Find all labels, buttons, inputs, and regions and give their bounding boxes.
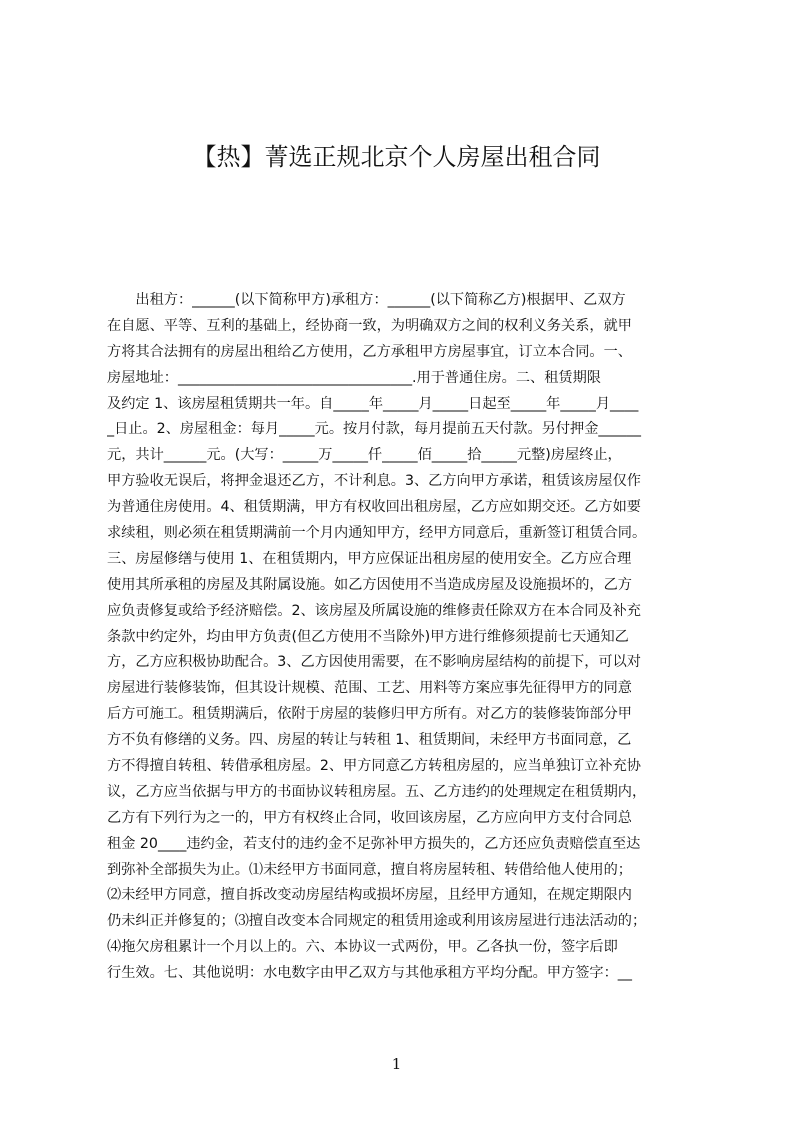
body-line: 及约定 1、该房屋租赁期共一年。自_____年_____月_____日起至_____年_____月____ (107, 395, 639, 412)
body-line: 后方可施工。租赁期满后，依附于房屋的装修归甲方所有。对乙方的装修装饰部分甲 (107, 706, 632, 723)
body-line: 方不负有修缮的义务。四、房屋的转让与转租 1、租赁期间，未经甲方书面同意，乙 (107, 732, 632, 749)
body-line: 议，乙方应当依据与甲方的书面协议转租房屋。五、乙方违约的处理规定在租赁期内， (107, 783, 647, 800)
body-line: 方将其合法拥有的房屋出租给乙方使用，乙方承租甲方房屋事宜，订立本合同。一、 (107, 343, 632, 360)
page-number: 1 (391, 1055, 402, 1073)
body-line: 仍未纠正并修复的；⑶擅自改变本合同规定的租赁用途或利用该房屋进行违法活动的； (107, 913, 647, 930)
body-line: _日止。2、房屋租金：每月_____元。按月付款，每月提前五天付款。另付押金______ (107, 421, 641, 438)
body-line: ⑵未经甲方同意，擅自拆改变动房屋结构或损坏房屋，且经甲方通知，在规定期限内 (107, 887, 632, 904)
body-line: 方不得擅自转租、转借承租房屋。2、甲方同意乙方转租房屋的，应当单独订立补充协 (107, 758, 641, 775)
body-line: 房屋地址：_________________________________.用于普通住房。二、租赁期限 (107, 369, 601, 386)
body-line: 在自愿、平等、互利的基础上，经协商一致，为明确双方之间的权利义务关系，就甲 (107, 317, 632, 334)
body-line: 为普通住房使用。4、租赁期满，甲方有权收回出租房屋，乙方应如期交还。乙方如要 (107, 499, 641, 516)
contract-body (107, 288, 697, 987)
body-line: 方，乙方应积极协助配合。3、乙方因使用需要，在不影响房屋结构的前提下，可以对 (107, 654, 641, 671)
body-line: 元，共计______元。(大写：_____万_____仟_____佰_____拾_____元整)房屋终止， (107, 447, 622, 464)
body-line: 使用其所承租的房屋及其附属设施。如乙方因使用不当造成房屋及设施损坏的，乙方 (107, 576, 632, 593)
body-line: 到弥补全部损失为止。⑴未经甲方书面同意，擅自将房屋转租、转借给他人使用的； (107, 861, 632, 878)
body-line: 租金 20____违约金，若支付的违约金不足弥补甲方损失的，乙方还应负责赔偿直至达 (107, 835, 641, 852)
body-line: 应负责修复或给予经济赔偿。2、该房屋及所属设施的维修责任除双方在本合同及补充 (107, 602, 641, 619)
page-title: 【热】菁选正规北京个人房屋出租合同 (192, 143, 601, 171)
body-line: 求续租，则必须在租赁期满前一个月内通知甲方，经甲方同意后，重新签订租赁合同。 (107, 525, 647, 542)
body-line: ⑷拖欠房租累计一个月以上的。六、本协议一式两份，甲。乙各执一份，签字后即 (107, 939, 618, 956)
body-line: 甲方验收无误后，将押金退还乙方，不计利息。3、乙方向甲方承诺，租赁该房屋仅作 (107, 473, 641, 490)
body-line: 行生效。七、其他说明：水电数字由甲乙双方与其他承租方平均分配。甲方签字：__ (107, 965, 632, 982)
body-line: 乙方有下列行为之一的，甲方有权终止合同，收回该房屋，乙方应向甲方支付合同总 (107, 809, 632, 826)
body-line: 三、房屋修缮与使用 1、在租赁期内，甲方应保证出租房屋的使用安全。乙方应合理 (107, 550, 632, 567)
body-line: 条款中约定外，均由甲方负责(但乙方使用不当除外)甲方进行维修须提前七天通知乙 (107, 628, 629, 645)
body-line: 出租方：______(以下简称甲方)承租方：______(以下简称乙方)根据甲、乙双方 (107, 292, 626, 308)
body-line: 房屋进行装修装饰，但其设计规模、范围、工艺、用料等方案应事先征得甲方的同意 (107, 680, 632, 697)
